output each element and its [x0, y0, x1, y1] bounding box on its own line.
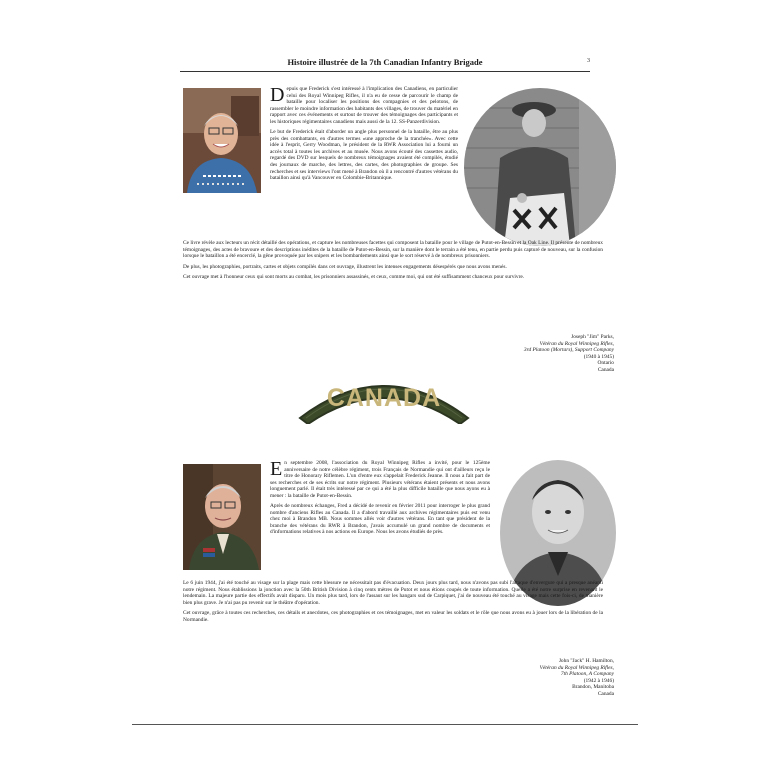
foreword-text-1-col [270, 86, 458, 186]
signature-jack-hamilton [420, 658, 614, 697]
signature-name: Joseph "Jim" Parks, [571, 334, 614, 340]
signature-regiment: Vétéran du Royal Winnipeg Rifles, [539, 340, 614, 347]
foreword-2-paragraph-2: Après de nombreux échanges, Fred a décidé de revenir en février 2011 pour interroger le plus grand nombre d'anciens Rifles au Canada. Il a d'abord travaillé aux archives régimentaires puis est venu chez moi à Brandon MB. Nous sommes allés voir d'autres vétérans. En tant que président de la branche des vétérans du RWR à Brandon, j'avais accumulé un grand nombre de documents et d'informations relatives à nos actions en Europe. Nous les avons étudiés de près. [270, 503, 490, 536]
signature-name: John "Jack" H. Hamilton, [558, 658, 614, 664]
foreword-1-paragraph-5: Cet ouvrage met à l'honneur ceux qui sont morts au combat, les prisonniers assassinés, et ceux, comme moi, qui ont été suffisamment chanceux pour survivre. [183, 274, 525, 281]
signature-country: Canada [597, 690, 614, 697]
foreword-text-2-wide [183, 580, 603, 627]
foreword-1-paragraph-1: epuis que Frederick s'est intéressé à l'implication des Canadiens, en particulier celui des Royal Winnipeg Rifles, il n'a eu de cesse de parcourir le champ de bataille pour localiser les positions des compagnies et des pelotons, de rassembler le moindre information des habitants des villages, de trouver du matériel en rapport avec ces événements et surtout de trouver des témoignages des participants et les historiques régimentaires canadiens mais aussi de la 12. SS-Panzerdivision. [270, 86, 458, 125]
signature-place: Ontario [597, 360, 614, 366]
signature-years: (1942 à 1946) [583, 677, 614, 684]
canada-shoulder-badge [296, 362, 472, 424]
signature-unit: 3rd Platoon (Mortars), Support Company [523, 347, 614, 353]
portrait-jack-hamilton-color [183, 464, 261, 570]
foreword-2-paragraph-4: Cet ouvrage, grâce à toutes ces recherches, ces détails et anecdotes, ces photographies et ces témoignages, met en valeur les soldats et le rôle que nous avons eu à jouer lors de la libération de la Normandie. [183, 610, 603, 623]
portrait-jim-parks-color [183, 88, 261, 193]
wartime-soldier-photo-oval [464, 88, 616, 246]
footer-rule [132, 724, 638, 725]
foreword-2-paragraph-1: n septembre 2008, l'association du Royal Winnipeg Rifles a invité, pour le 125ème anniversaire de notre célèbre régiment, trois Français de Normandie qui ont d'ailleurs reçu le titre de Honorary Riflemen. L'un d'entre eux s'appelait Frederick Jeanne. Il nous a fait part de ses recherches et de ses écrits sur notre régiment. Plusieurs vétérans étaient présents et nous avons longuement parlé. Il était très intéressé par ce qui a été la plus difficile bataille que nous ayons eu à mener : la bataille de Putot-en-Bessin. [270, 460, 490, 499]
page-number: 3 [587, 58, 590, 64]
foreword-text-1-wide [183, 240, 603, 285]
signature-unit: 7th Platoon, A Company [560, 671, 614, 677]
dropcap-d: D [270, 84, 285, 106]
dropcap-e: E [270, 458, 283, 480]
running-header [180, 57, 590, 72]
badge-text: CANADA [326, 384, 442, 412]
foreword-1-paragraph-4: De plus, les photographies, portraits, cartes et objets compilés dans cet ouvrage, illustrent les intenses engagements désespérés que nous avons menés. [183, 263, 507, 270]
signature-years: (1940 à 1945) [583, 353, 614, 360]
foreword-text-2-col [270, 460, 490, 540]
foreword-2-paragraph-3: Le 6 juin 1944, j'ai été touché au visage sur la plage mais cette blessure ne nécessitait pas d'évacuation. Deux jours plus tard, nous n'avons pas subi l'attaque d'envergure qui a presque anéanti notre régiment. Nous établissions la jonction avec la 50th British Division à cinq cents mètres de Putot et nous étions coupés de toute information. Quelle a été notre surprise en revenant le lendemain. La majeure partie des effectifs avait disparu. Un mois plus tard, lors de l'assaut sur les hangars sud de Carpiquet, j'ai de nouveau été touché au visage mais cette fois-ci, de manière bien plus grave. Je n'ai pas pu revenir sur le théâtre d'opération. [183, 580, 603, 606]
foreword-1-paragraph-3: Ce livre révèle aux lecteurs un récit détaillé des opérations, et capture les nombreuses facettes qui composent la bataille pour le village de Putot-en-Bessin et la Oak Line. Il présente de nombreux témoignages, des actes de bravoure et des descriptions inédites de la bataille de Putot-en-Bessin, sur la manière dont le terrain a été tenu, en partie perdu puis capturé de nouveau, sur la confusion lorsque le bataillon a été encerclé, la gêne provoquée par les snipers et les bombardements ainsi que le sort réservé à de nombreux prisonniers. [183, 240, 603, 260]
signature-country: Canada [597, 366, 614, 373]
header-title: Histoire illustrée de la 7th Canadian Infantry Brigade [287, 57, 483, 67]
signature-regiment: Vétéran du Royal Winnipeg Rifles, [539, 664, 614, 671]
signature-place: Brandon, Manitoba [572, 684, 614, 690]
foreword-1-paragraph-2: Le but de Frederick était d'aborder un angle plus personnel de la bataille, être au plus près des combattants, en d'autres termes «une approche de la tranchée». Avec cette idée à l'esprit, Gerry Woodman, le président de la RWR Association lui a fourni un accès total à toutes les archives et au musée. Nous avons écouté des cassettes audio, regardé des DVD sur lesquels de nombreux témoignages avaient été compilés, étudié des journaux de marche, des lettres, des cartes, des photographies de groupe. Ses recherches et ses interviews l'ont mené à Brandon où il a rencontré d'autres vétérans du bataillon ainsi qu'à Vancouver en Colombie-Britannique. [270, 129, 458, 182]
